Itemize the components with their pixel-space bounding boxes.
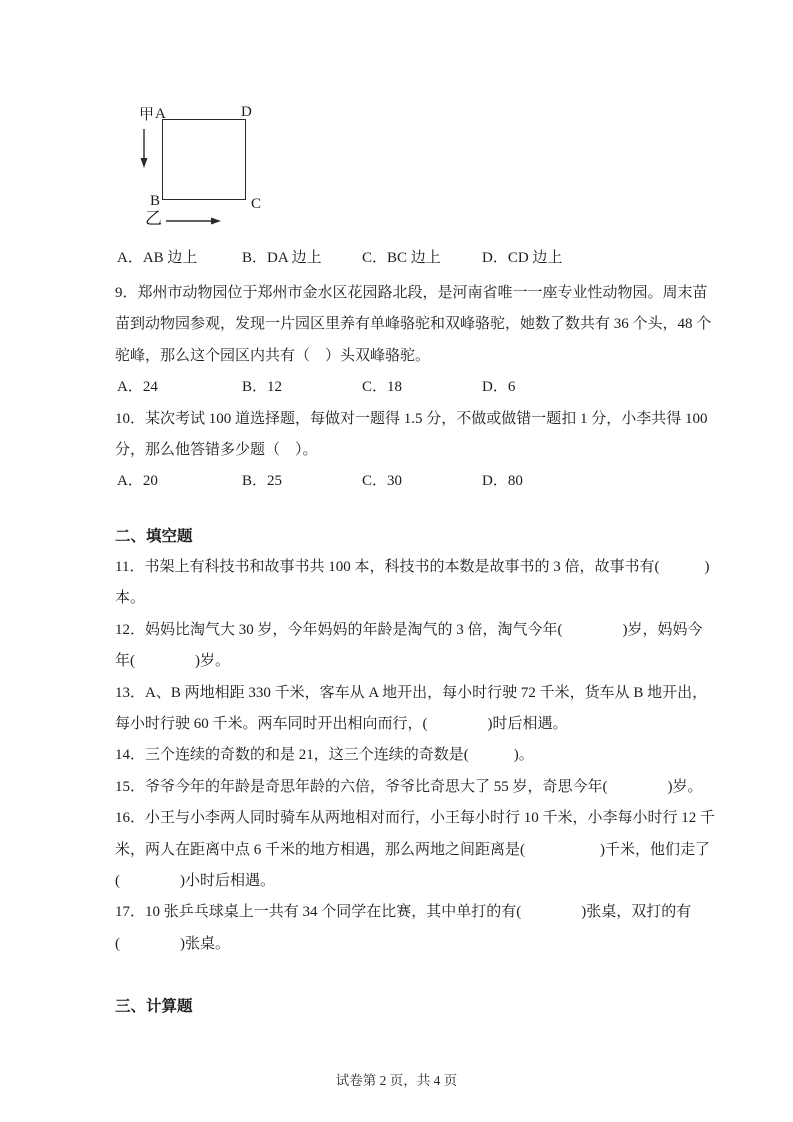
figure-square — [162, 119, 246, 200]
q10-option-a: A．20 — [117, 473, 158, 489]
question-9-line-3: 驼峰，那么这个园区内共有（ ）头双峰骆驼。 — [115, 347, 431, 364]
fill-blank-questions — [115, 552, 716, 960]
question-12-line-2: 年( )岁。 — [115, 653, 230, 670]
question-16-line-2: 米，两人在距离中点 6 千米的地方相遇，那么两地之间距离是( )千米，他们走了 — [115, 841, 710, 858]
q10-option-b: B．25 — [242, 473, 283, 489]
q8-option-d: D．CD 边上 — [482, 250, 563, 266]
q9-option-a: A．24 — [117, 379, 158, 395]
q9-option-c: C．18 — [362, 379, 403, 395]
question-9-line-1: 9．郑州市动物园位于郑州市金水区花园路北段，是河南省唯一一座专业性动物园。周末苗 — [115, 285, 708, 301]
question-17-line-1: 17．10 张乒乓球桌上一共有 34 个同学在比赛，其中单打的有( )张桌，双打的有 — [115, 904, 692, 921]
question-12-line-1: 12．妈妈比淘气大 30 岁，今年妈妈的年龄是淘气的 3 倍，淘气今年( )岁，妈妈今 — [115, 621, 703, 638]
question-13-line-2: 每小时行驶 60 千米。两车同时开出相向而行，( )时后相遇。 — [115, 716, 568, 733]
q8-option-a: A．AB 边上 — [117, 250, 198, 266]
figure-label-yi: 乙 — [145, 209, 162, 228]
question-17-line-2: ( )张桌。 — [115, 935, 230, 952]
section-header-calculation: 三、计算题 — [115, 998, 193, 1015]
figure-corner-c: C — [251, 196, 262, 212]
question-14-line-1: 14．三个连续的奇数的和是 21，这三个连续的奇数是( )。 — [115, 747, 534, 764]
question-8-figure — [115, 103, 325, 238]
right-arrow-icon — [166, 215, 222, 227]
page-footer: 试卷第 2 页，共 4 页 — [335, 1073, 458, 1088]
q8-option-b: B．DA 边上 — [242, 250, 322, 266]
q8-option-c: C．BC 边上 — [362, 250, 441, 266]
question-10-line-2: 分，那么他答错多少题（ ）。 — [115, 442, 318, 459]
figure-corner-d: D — [241, 104, 252, 120]
figure-label-jia: 甲 — [139, 107, 155, 123]
question-10-options — [115, 466, 685, 497]
question-11-line-1: 11．书架上有科技书和故事书共 100 本，科技书的本数是故事书的 3 倍，故事书有( ) — [115, 559, 710, 575]
figure-corner-a: A — [155, 106, 166, 122]
question-13-line-1: 13．A、B 两地相距 330 千米，客车从 A 地开出，每小时行驶 72 千米，货车从 B 地开出， — [115, 684, 708, 701]
q9-option-d: D．6 — [482, 379, 516, 395]
q10-option-c: C．30 — [362, 473, 403, 489]
question-15-line-1: 15．爷爷今年的年龄是奇思年龄的六倍，爷爷比奇思大了 55 岁，奇思今年( )岁。 — [115, 778, 703, 795]
q10-option-d: D．80 — [482, 473, 523, 489]
question-9 — [115, 278, 712, 372]
question-10 — [115, 404, 708, 467]
question-11-line-2: 本。 — [115, 590, 146, 607]
figure-corner-b: B — [150, 193, 161, 209]
q9-option-b: B．12 — [242, 379, 283, 395]
question-8-options — [115, 243, 685, 274]
question-16-line-3: ( )小时后相遇。 — [115, 873, 275, 890]
question-9-line-2: 苗到动物园参观，发现一片园区里养有单峰骆驼和双峰骆驼，她数了数共有 36 个头，48 个 — [115, 316, 712, 333]
question-16-line-1: 16．小王与小李两人同时骑车从两地相对而行，小王每小时行 10 千米，小李每小时行 12 千 — [115, 810, 716, 827]
section-header-fill-blanks: 二、填空题 — [115, 528, 193, 545]
question-10-line-1: 10．某次考试 100 道选择题，每做对一题得 1.5 分，不做或做错一题扣 1 分，小李共得 100 — [115, 411, 708, 427]
question-9-options — [115, 372, 685, 403]
down-arrow-icon — [138, 129, 150, 169]
